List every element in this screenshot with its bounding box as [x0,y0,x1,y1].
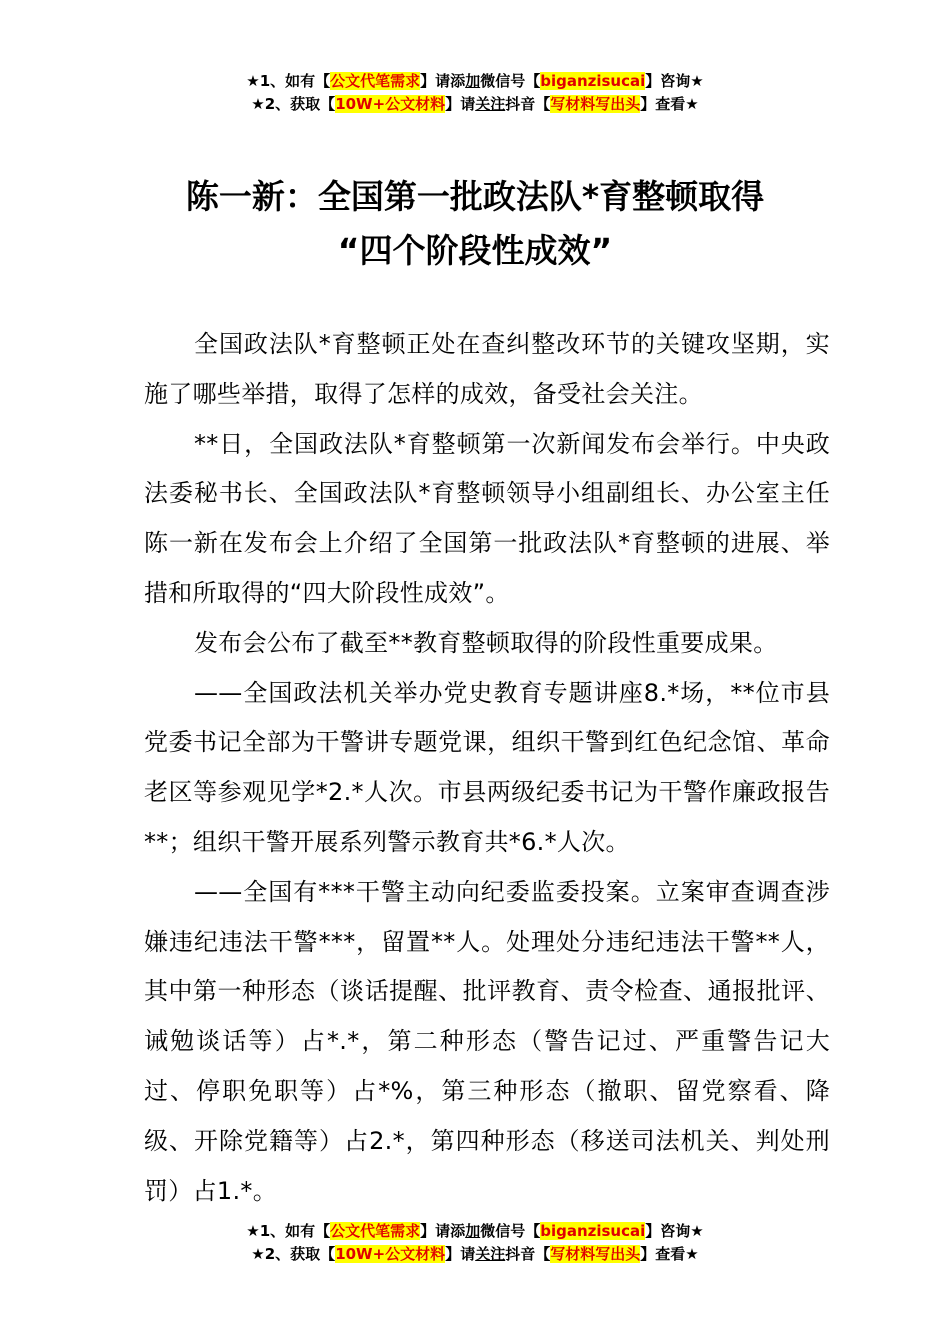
title-line-2: “四个阶段性成效” [337,231,613,270]
promo-highlight: 公文代笔需求 [330,1222,421,1240]
promo-highlight: 公文代笔需求 [330,72,421,90]
paragraph: 全国政法队*育整顿正处在查纠整改环节的关键攻坚期，实施了哪些举措，取得了怎样的成效，备受社会关注。 [144,330,830,408]
promo-wechat-id: biganzisucai [540,72,646,90]
promo-line-1: ★1、如有【公文代笔需求】请添加微信号【biganzisucai】咨询★ [246,1222,704,1240]
paragraph: **日，全国政法队*育整顿第一次新闻发布会举行。中央政法委秘书长、全国政法队*育整顿领导小组副组长、办公室主任陈一新在发布会上介绍了全国第一批政法队*育整顿的进展、举措和所取得的“四大阶段性成效”。 [144,429,830,607]
promo-highlight: 10W+公文材料 [335,95,446,113]
promo-wechat-id: biganzisucai [540,1222,646,1240]
document-title [100,170,850,278]
paragraph: ——全国有***干警主动向纪委监委投案。立案审查调查涉嫌违纪违法干警***，留置**人。处理处分违纪违法干警**人，其中第一种形态（谈话提醒、批评教育、责令检查、通报批评、诫勉谈话等）占*.*，第二种形态（警告记过、严重警告记大过、停职免职等）占*%，第三种形态（撤职、留党察看、降级、开除党籍等）占2.*，第四种形态（移送司法机关、判处刑罚）占1.*。 [144,877,830,1205]
title-line-1: 陈一新：全国第一批政法队*育整顿取得 [185,177,765,216]
promo-douyin-id: 写材料写出头 [550,1245,641,1263]
promo-highlight: 10W+公文材料 [335,1245,446,1263]
promo-line-2: ★2、获取【10W+公文材料】请关注抖音【写材料写出头】查看★ [251,1245,699,1263]
paragraph: ——全国政法机关举办党史教育专题讲座8.*场，**位市县党委书记全部为干警讲专题党课，组织干警到红色纪念馆、革命老区等参观见学*2.*人次。市县两级纪委书记为干警作廉政报告**；组织干警开展系列警示教育共*6.*人次。 [144,678,830,856]
promo-douyin-id: 写材料写出头 [550,95,641,113]
document-body [144,320,830,1216]
promo-banner-bottom [0,1220,950,1266]
paragraph: 发布会公布了截至**教育整顿取得的阶段性重要成果。 [194,628,778,657]
promo-banner-top [0,70,950,116]
promo-line-1: ★1、如有【公文代笔需求】请添加微信号【biganzisucai】咨询★ [246,72,704,90]
promo-line-2: ★2、获取【10W+公文材料】请关注抖音【写材料写出头】查看★ [251,95,699,113]
